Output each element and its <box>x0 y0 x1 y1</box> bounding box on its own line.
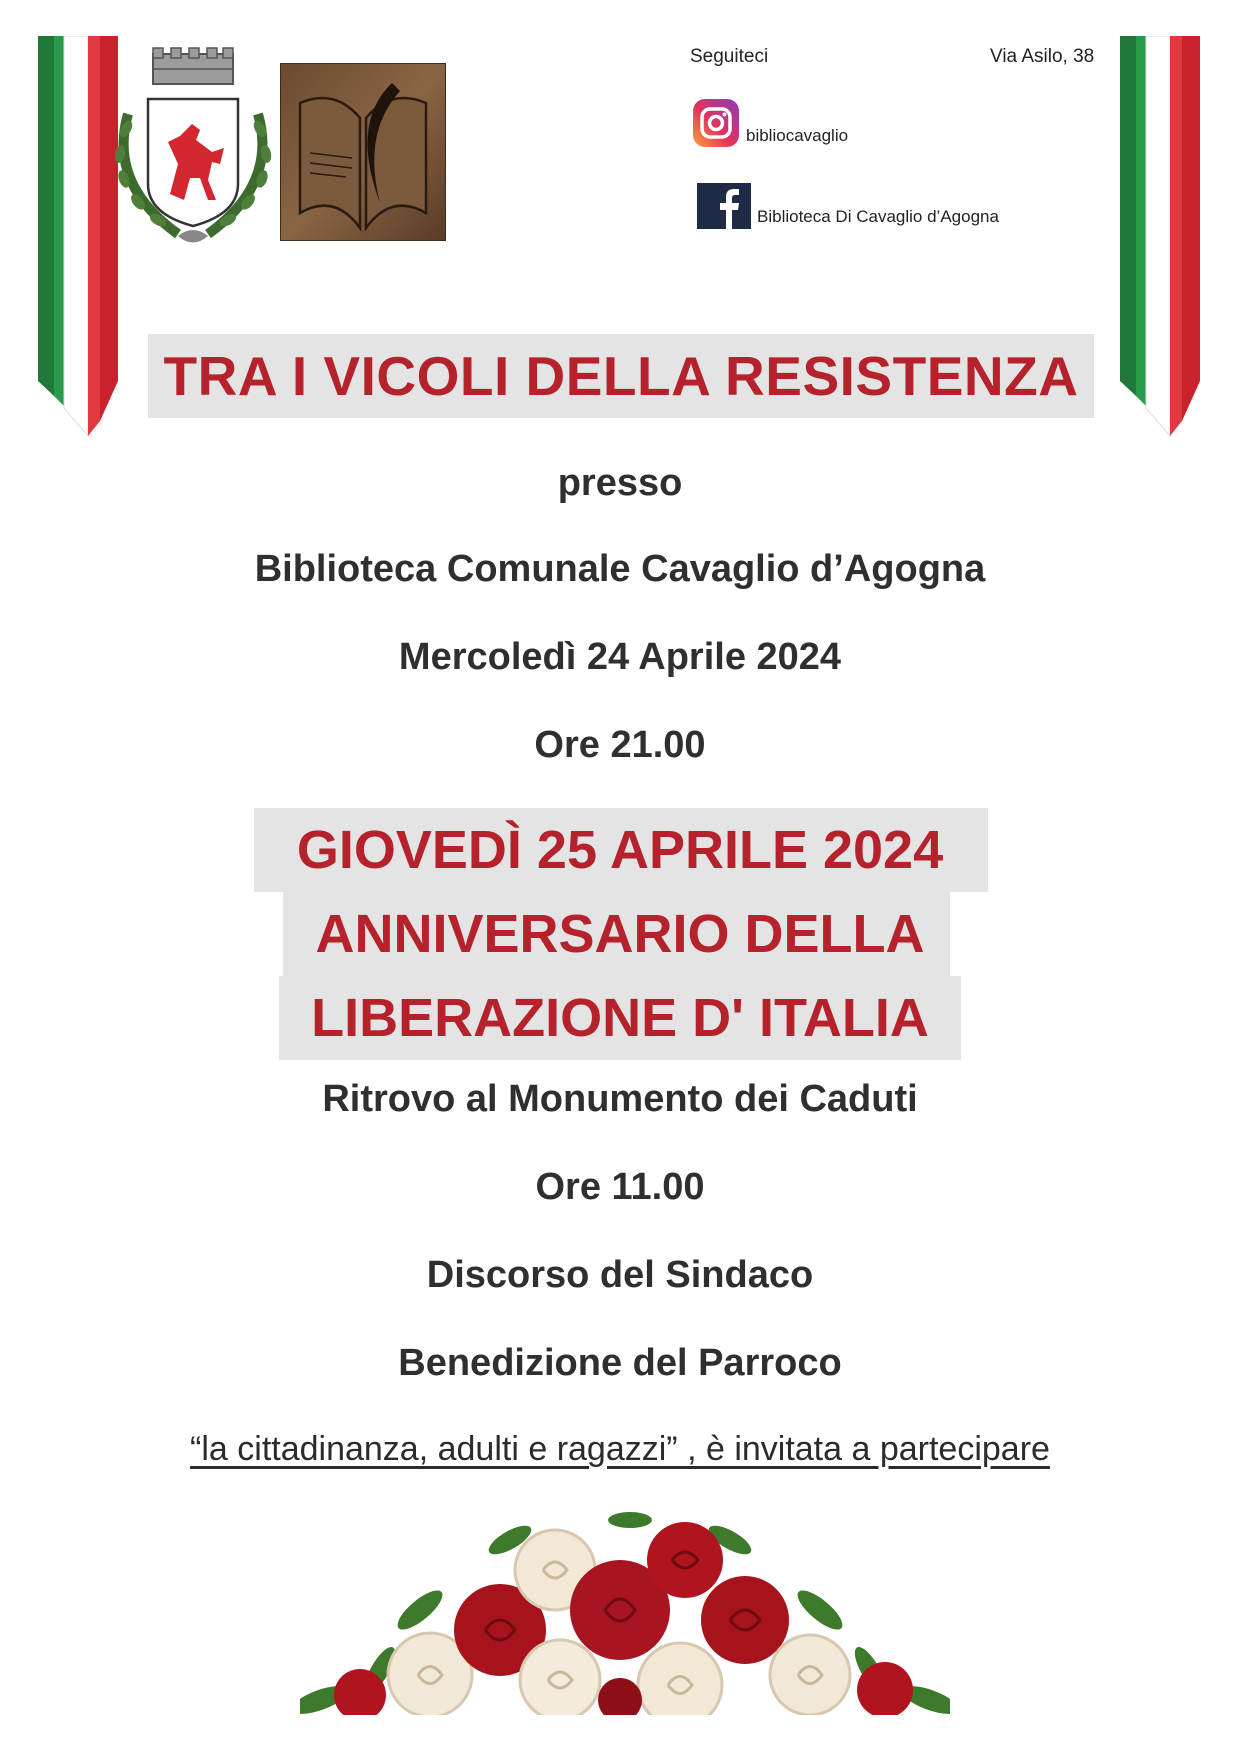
left-tricolor-ribbon <box>38 36 118 446</box>
facebook-icon <box>697 183 751 229</box>
roses-decoration <box>300 1500 950 1715</box>
event-date: Mercoledì 24 Aprile 2024 <box>398 636 842 678</box>
venue-name: Biblioteca Comunale Cavaglio d’Agogna <box>254 548 986 590</box>
facebook-page-name: Biblioteca Di Cavaglio d’Agogna <box>757 207 999 226</box>
mayor-speech: Discorso del Sindaco <box>426 1254 814 1296</box>
follow-us-label: Seguiteci <box>690 46 769 67</box>
library-logo <box>280 63 446 241</box>
event-time: Ore 21.00 <box>534 724 706 766</box>
event-title: TRA I VICOLI DELLA RESISTENZA <box>163 345 1079 407</box>
parish-blessing: Benedizione del Parroco <box>398 1342 842 1384</box>
facebook-link[interactable] <box>697 183 999 229</box>
library-address: Via Asilo, 38 <box>990 46 1095 67</box>
liberation-date: GIOVEDÌ 25 APRILE 2024 <box>296 820 944 880</box>
right-tricolor-ribbon <box>1120 36 1200 446</box>
invitation-text: “la cittadinanza, adulti e ragazzi” , è invitata a partecipare <box>190 1430 1050 1468</box>
instagram-handle: bibliocavaglio <box>746 126 849 145</box>
municipal-crest-logo <box>108 44 278 254</box>
instagram-link[interactable] <box>692 98 848 148</box>
ceremony-time: Ore 11.00 <box>535 1166 705 1208</box>
liberation-heading: LIBERAZIONE D' ITALIA <box>311 988 929 1048</box>
presso-label: presso <box>557 462 683 504</box>
instagram-icon <box>692 98 740 148</box>
anniversary-heading: ANNIVERSARIO DELLA <box>315 904 925 964</box>
meeting-point: Ritrovo al Monumento dei Caduti <box>322 1078 918 1120</box>
